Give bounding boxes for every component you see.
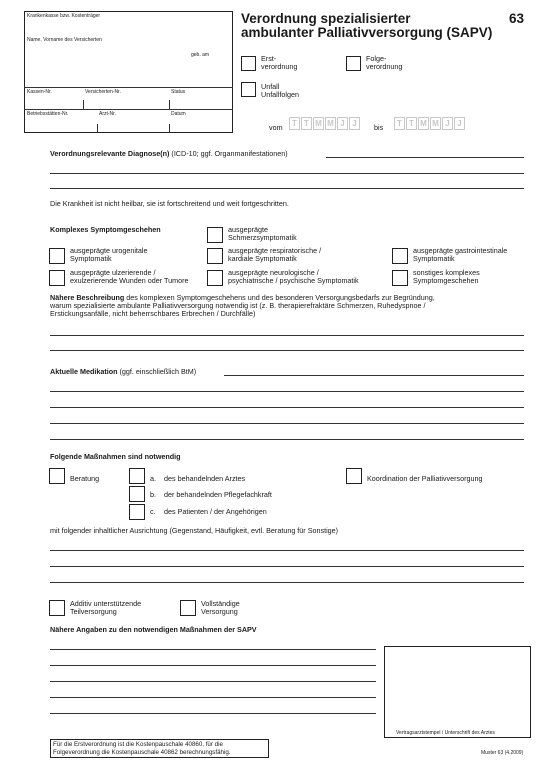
date-digit: T <box>301 117 312 130</box>
tick <box>97 124 98 133</box>
follow-up-order-checkbox[interactable] <box>346 56 361 71</box>
more-info-line[interactable] <box>50 649 376 650</box>
follow-up-label-1: Folge- <box>366 54 387 63</box>
medication-heading <box>50 368 196 376</box>
symptoms-heading: Komplexes Symptomgeschehen <box>50 225 161 234</box>
accident-label-2: Unfallfolgen <box>261 90 299 99</box>
counselling-a-text: des behandelnden Arztes <box>164 474 246 483</box>
description-line[interactable] <box>50 350 524 351</box>
date-digit: J <box>337 117 348 130</box>
counselling-patient-checkbox[interactable] <box>129 504 145 520</box>
doctor-number-label: Arzt-Nr. <box>99 111 116 117</box>
additive-care-label-2: Teilversorgung <box>70 607 117 616</box>
tick <box>83 100 84 109</box>
neurological-label-1: ausgeprägte neurologische / <box>228 268 319 277</box>
date-digit: T <box>289 117 300 130</box>
period-to-label: bis <box>374 123 384 132</box>
insured-number-label: Versicherten-Nr. <box>85 89 121 95</box>
additive-care-label-1: Additiv unterstützende <box>70 599 142 608</box>
date-digit: T <box>394 117 405 130</box>
respiratory-label-2: kardiale Symptomatik <box>228 254 297 263</box>
date-label: Datum <box>171 111 186 117</box>
full-care-checkbox[interactable] <box>180 600 196 616</box>
counselling-c-letter: c. <box>150 507 156 516</box>
urogenital-label-1: ausgeprägte urogenitale <box>70 246 148 255</box>
billing-note-line-1: Für die Erstverordnung ist die Kostenpauschale 40860, für die <box>53 741 223 748</box>
medication-line[interactable] <box>50 439 524 440</box>
insurer-label: Krankenkasse bzw. Kostenträger <box>27 13 101 19</box>
medication-label: Aktuelle Medikation <box>50 367 118 376</box>
date-digit: M <box>313 117 324 130</box>
coordination-label: Koordination der Palliativversorgung <box>367 474 483 483</box>
counselling-b-text: der behandelnden Pflegefachkraft <box>164 490 272 499</box>
additive-care-checkbox[interactable] <box>49 600 65 616</box>
direction-line[interactable] <box>50 566 524 567</box>
medication-hint: (ggf. einschließlich BtM) <box>119 367 197 376</box>
diagnosis-heading <box>50 150 288 158</box>
full-care-label-1: Vollständige <box>201 599 240 608</box>
counselling-b-letter: b. <box>150 490 156 499</box>
period-to-date-field[interactable] <box>394 117 466 130</box>
accident-label-1: Unfall <box>261 82 280 91</box>
counselling-doctor-checkbox[interactable] <box>129 468 145 484</box>
description-line[interactable] <box>50 335 524 336</box>
counselling-nurse-checkbox[interactable] <box>129 486 145 502</box>
diagnosis-label: Verordnungsrelevante Diagnose(n) <box>50 149 170 158</box>
accident-checkbox[interactable] <box>241 82 256 97</box>
insurer-number-label: Kassen-Nr. <box>27 89 52 95</box>
counselling-checkbox[interactable] <box>49 468 65 484</box>
follow-up-label-2: verordnung <box>366 62 403 71</box>
direction-line[interactable] <box>50 550 524 551</box>
description-label: Nähere Beschreibung <box>50 293 125 302</box>
stamp-label: Vertragsarztstempel / Unterschrift des Arztes <box>396 730 495 736</box>
counselling-label: Beratung <box>70 474 100 483</box>
patient-box-divider <box>24 109 233 110</box>
incurable-statement: Die Krankheit ist nicht heilbar, sie ist fortschreitend und weit fortgeschritten. <box>50 199 289 208</box>
site-number-label: Betriebsstätten-Nr. <box>27 111 69 117</box>
description-text-1: des komplexen Symptomgeschehens und des besonderen Versorgungsbedarfs zur Begründung, <box>124 293 435 302</box>
form-title-line-1: Verordnung spezialisierter <box>241 11 411 26</box>
medication-line[interactable] <box>50 407 524 408</box>
respiratory-checkbox[interactable] <box>207 248 223 264</box>
ulcerating-wounds-checkbox[interactable] <box>49 270 65 286</box>
description-paragraph <box>50 294 530 319</box>
full-care-label-2: Versorgung <box>201 607 238 616</box>
birth-date-label: geb. am <box>191 52 210 58</box>
more-info-line[interactable] <box>50 697 376 698</box>
coordination-checkbox[interactable] <box>346 468 362 484</box>
period-from-date-field[interactable] <box>289 117 361 130</box>
medication-line[interactable] <box>50 423 524 424</box>
more-info-line[interactable] <box>50 681 376 682</box>
other-symptoms-checkbox[interactable] <box>392 270 408 286</box>
description-text-2: warum spezialisierte ambulante Palliativversorgung notwendig ist (z. B. therapierefraktäre Schmerzen, Ruhedyspnoe / <box>50 301 426 311</box>
billing-note-line-2: Folgeverordnung die Kostenpauschale 40862 berechnungsfähig. <box>53 749 231 756</box>
more-info-line[interactable] <box>50 665 376 666</box>
other-symptoms-label-1: sonstiges komplexes <box>413 268 480 277</box>
tick <box>169 100 170 109</box>
date-digit: J <box>454 117 465 130</box>
pain-symptoms-checkbox[interactable] <box>207 227 223 243</box>
neurological-label-2: psychiatrische / psychische Symptomatik <box>228 276 359 285</box>
counselling-a-letter: a. <box>150 474 156 483</box>
first-order-checkbox[interactable] <box>241 56 256 71</box>
urogenital-checkbox[interactable] <box>49 248 65 264</box>
status-label: Status <box>171 89 186 95</box>
diagnosis-hint: (ICD-10; ggf. Organmanifestationen) <box>171 149 288 158</box>
direction-line[interactable] <box>50 582 524 583</box>
form-number: 63 <box>509 11 525 26</box>
insured-name-label: Name, Vorname des Versicherten <box>27 37 102 43</box>
medication-line[interactable] <box>50 391 524 392</box>
description-text-3: Erstickungsanfälle, nicht beherrschbares Erbrechen / Durchfälle) <box>50 309 256 319</box>
form-version: Muster 63 (4.2009) <box>481 750 524 756</box>
ulcerating-label-2: exulzerierende Wunden oder Tumore <box>70 276 189 285</box>
form-title-line-2: ambulanter Palliativversorgung (SAPV) <box>241 25 493 40</box>
direction-label: mit folgender inhaltlicher Ausrichtung (Gegenstand, Häufigkeit, evtl. Beratung für Sonstige) <box>50 526 339 535</box>
measures-heading: Folgende Maßnahmen sind notwendig <box>50 452 181 461</box>
other-symptoms-label-2: Symptomgeschehen <box>413 276 479 285</box>
more-info-line[interactable] <box>50 713 376 714</box>
gastrointestinal-checkbox[interactable] <box>392 248 408 264</box>
more-info-heading: Nähere Angaben zu den notwendigen Maßnahmen der SAPV <box>50 625 257 634</box>
date-digit: M <box>325 117 336 130</box>
date-digit: M <box>430 117 441 130</box>
gastrointestinal-label-1: ausgeprägte gastrointestinale <box>413 246 508 255</box>
neurological-checkbox[interactable] <box>207 270 223 286</box>
period-from-label: vom <box>269 123 283 132</box>
gastrointestinal-label-2: Symptomatik <box>413 254 455 263</box>
doctor-stamp-box[interactable] <box>384 646 531 738</box>
date-digit: M <box>418 117 429 130</box>
date-digit: J <box>349 117 360 130</box>
date-digit: J <box>442 117 453 130</box>
medication-line[interactable] <box>224 375 524 376</box>
urogenital-label-2: Symptomatik <box>70 254 112 263</box>
first-order-label-1: Erst- <box>261 54 277 63</box>
diagnosis-line[interactable] <box>50 188 524 189</box>
pain-label-2: Schmerzsymptomatik <box>228 233 297 242</box>
tick <box>169 124 170 133</box>
counselling-c-text: des Patienten / der Angehörigen <box>164 507 267 516</box>
diagnosis-line[interactable] <box>326 157 524 158</box>
ulcerating-label-1: ausgeprägte ulzerierende / <box>70 268 156 277</box>
patient-box-divider <box>24 87 233 88</box>
pain-label-1: ausgeprägte <box>228 225 268 234</box>
date-digit: T <box>406 117 417 130</box>
diagnosis-line[interactable] <box>50 173 524 174</box>
first-order-label-2: verordnung <box>261 62 298 71</box>
respiratory-label-1: ausgeprägte respiratorische / <box>228 246 322 255</box>
